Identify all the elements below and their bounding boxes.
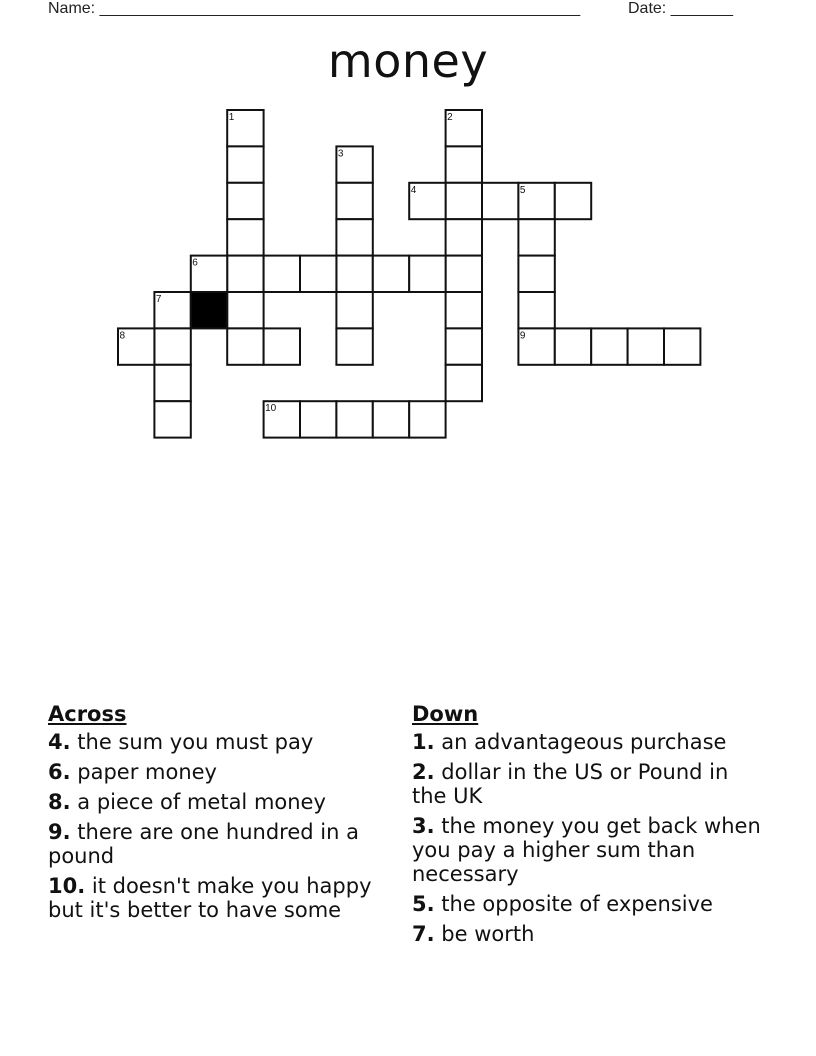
clue-number: 6 (192, 257, 198, 269)
grid-cell[interactable] (336, 256, 372, 292)
clue-text: the sum you must pay (70, 730, 314, 754)
date-label: Date: (628, 0, 671, 17)
clue-text: dollar in the US or Pound in the UK (412, 760, 729, 808)
black-cell (191, 292, 227, 328)
crossword-grid (0, 0, 816, 460)
name-line[interactable]: ______________________________________________________ (99, 0, 581, 17)
grid-cell[interactable] (227, 183, 263, 219)
grid-cell[interactable] (518, 219, 554, 255)
grid-cell[interactable] (591, 328, 627, 364)
clue-text: paper money (70, 760, 217, 784)
across-clue (48, 874, 398, 922)
clue-number: 7 (155, 294, 162, 305)
clue-number-label: 2. (412, 760, 435, 784)
across-clue (48, 760, 398, 784)
grid-cell[interactable] (409, 256, 445, 292)
down-heading: Down (412, 702, 479, 726)
grid-cell[interactable] (446, 146, 482, 182)
grid-cell[interactable] (227, 292, 263, 328)
grid-cell[interactable] (336, 219, 372, 255)
grid-cell[interactable] (300, 256, 336, 292)
clue-text: be worth (434, 922, 535, 946)
down-clue (412, 892, 762, 916)
grid-cell[interactable] (446, 328, 482, 364)
across-clue (48, 820, 398, 868)
clue-number: 9 (519, 330, 526, 342)
grid-cell[interactable] (227, 328, 263, 364)
down-clues (412, 702, 762, 952)
grid-cell[interactable] (227, 256, 263, 292)
clue-text: the money you get back when you pay a higher sum than necessary (412, 814, 761, 886)
grid-cell[interactable] (628, 328, 664, 364)
grid-cell[interactable] (154, 328, 190, 364)
clue-number-label: 5. (412, 892, 435, 916)
clue-text: it doesn't make you happy but it's better to have some (48, 874, 372, 922)
grid-cell[interactable] (264, 328, 300, 364)
grid-cell[interactable] (373, 401, 409, 437)
grid-cell[interactable] (227, 146, 263, 182)
clue-number-label: 10. (48, 874, 86, 898)
clue-number: 8 (119, 330, 126, 342)
grid-cell[interactable] (446, 365, 482, 401)
grid-cell[interactable] (264, 256, 300, 292)
grid-cell[interactable] (446, 219, 482, 255)
grid-cell[interactable] (482, 183, 518, 219)
clue-number: 3 (337, 148, 344, 160)
clue-number-label: 1. (412, 730, 435, 754)
grid-cell[interactable] (336, 292, 372, 328)
grid-cell[interactable] (300, 401, 336, 437)
clue-number: 5 (519, 184, 526, 196)
grid-cell[interactable] (154, 365, 190, 401)
clue-number: 1 (228, 112, 235, 123)
clue-number-label: 4. (48, 730, 71, 754)
grid-cell[interactable] (336, 183, 372, 219)
down-clue (412, 814, 762, 886)
grid-cell[interactable] (555, 183, 591, 219)
grid-cell[interactable] (518, 292, 554, 328)
grid-cell[interactable] (227, 219, 263, 255)
clue-number: 4 (410, 184, 417, 196)
across-heading: Across (48, 702, 127, 726)
grid-cell[interactable] (336, 328, 372, 364)
date-line[interactable]: _______ (670, 0, 733, 17)
grid-cell[interactable] (373, 256, 409, 292)
down-clue (412, 730, 762, 754)
across-clue (48, 790, 398, 814)
clue-number: 2 (447, 112, 453, 123)
grid-cell[interactable] (409, 401, 445, 437)
clue-number-label: 3. (412, 814, 435, 838)
grid-cell[interactable] (446, 292, 482, 328)
down-clue (412, 760, 762, 808)
grid-cell[interactable] (518, 256, 554, 292)
grid-cell[interactable] (555, 328, 591, 364)
grid-cell[interactable] (446, 183, 482, 219)
clue-text: a piece of metal money (70, 790, 326, 814)
down-clue (412, 922, 762, 946)
name-label: Name: (48, 0, 100, 17)
across-clues (48, 702, 398, 928)
across-clue (48, 730, 398, 754)
clue-number-label: 6. (48, 760, 71, 784)
clue-number-label: 7. (412, 922, 435, 946)
clue-number-label: 8. (48, 790, 71, 814)
clue-text: an advantageous purchase (434, 730, 727, 754)
grid-cell[interactable] (154, 401, 190, 437)
clue-text: the opposite of expensive (434, 892, 713, 916)
grid-cell[interactable] (336, 401, 372, 437)
clue-number: 10 (265, 403, 277, 415)
grid-cell[interactable] (664, 328, 700, 364)
puzzle-title: money (327, 34, 489, 88)
grid-cell[interactable] (446, 256, 482, 292)
clue-text: there are one hundred in a pound (48, 820, 359, 868)
clue-number-label: 9. (48, 820, 71, 844)
